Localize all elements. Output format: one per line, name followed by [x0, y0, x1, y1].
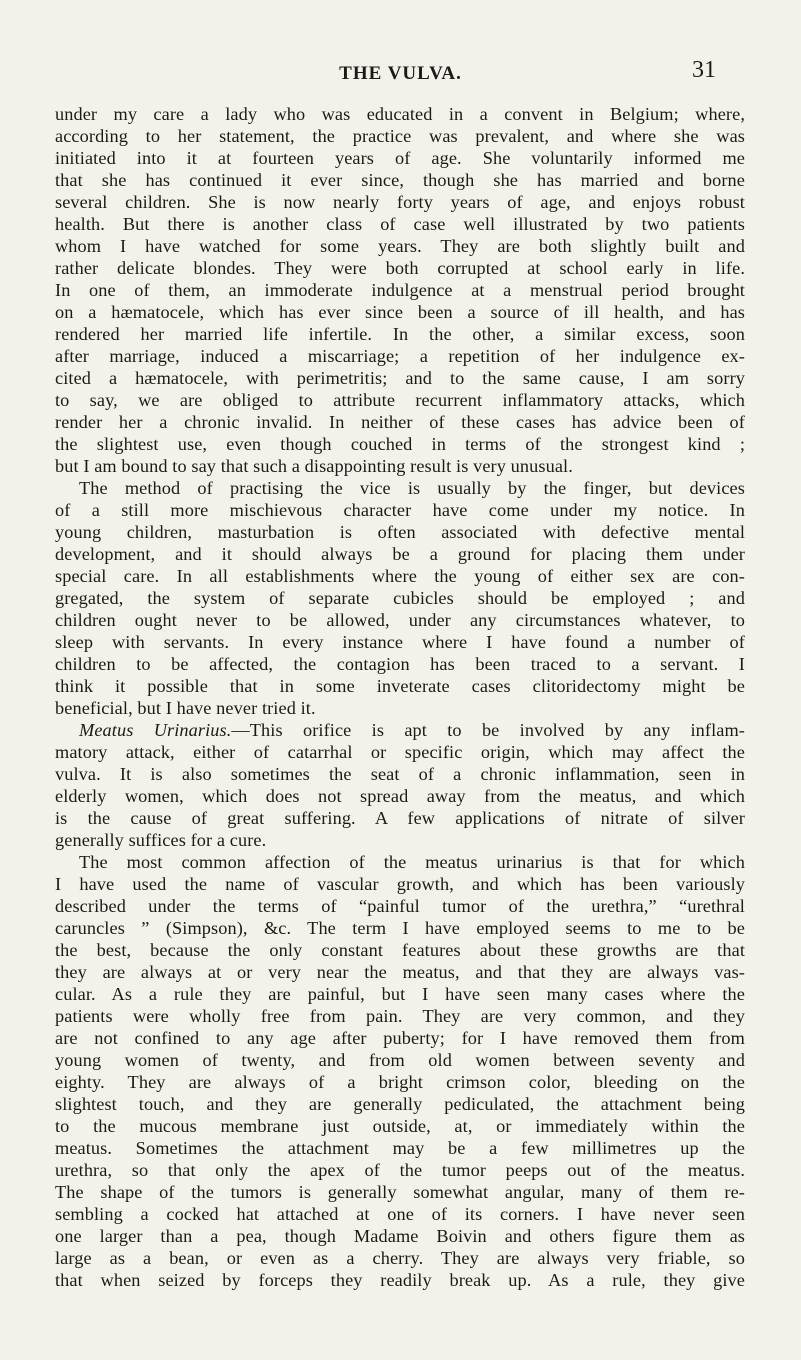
line-text: cited a hæmatocele, with perimetritis; and to the same cause, I am sorry [55, 368, 745, 388]
text-line [55, 367, 745, 389]
text-line [55, 939, 745, 961]
line-text: The shape of the tumors is generally somewhat angular, many of them re- [55, 1182, 745, 1202]
line-text: are not confined to any age after puberty; for I have removed them from [55, 1028, 745, 1048]
text-line [55, 1005, 745, 1027]
text-line [55, 433, 745, 455]
line-text: beneficial, but I have never tried it. [55, 698, 316, 718]
line-text: sembling a cocked hat attached at one of its corners. I have never seen [55, 1204, 745, 1224]
line-text: matory attack, either of catarrhal or specific origin, which may affect the [55, 742, 745, 762]
line-text: rendered her married life infertile. In the other, a similar excess, soon [55, 324, 745, 344]
text-line [55, 455, 745, 477]
text-line [55, 1071, 745, 1093]
text-line [55, 499, 745, 521]
line-text: eighty. They are always of a bright crimson color, bleeding on the [55, 1072, 745, 1092]
line-text: one larger than a pea, though Madame Boivin and others figure them as [55, 1226, 745, 1246]
line-text: that she has continued it ever since, though she has married and borne [55, 170, 745, 190]
section-heading: Meatus Urinarius. [79, 720, 232, 740]
text-line [55, 719, 745, 741]
text-line [55, 1269, 745, 1291]
text-line [55, 1181, 745, 1203]
text-line [55, 235, 745, 257]
page-number: 31 [692, 57, 716, 83]
text-line [55, 1093, 745, 1115]
line-text: described under the terms of “painful tumor of the urethra,” “urethral [55, 896, 745, 916]
text-line [55, 257, 745, 279]
line-text: In one of them, an immoderate indulgence at a menstrual period brought [55, 280, 745, 300]
text-line [55, 169, 745, 191]
text-line [55, 1115, 745, 1137]
text-line [55, 345, 745, 367]
line-text: think it possible that in some inveterate cases clitoridectomy might be [55, 676, 745, 696]
text-line [55, 191, 745, 213]
line-text: according to her statement, the practice was prevalent, and where she was [55, 126, 745, 146]
text-line [55, 323, 745, 345]
text-line [55, 301, 745, 323]
text-line [55, 543, 745, 565]
line-text: rather delicate blondes. They were both corrupted at school early in life. [55, 258, 745, 278]
line-text: cular. As a rule they are painful, but I have seen many cases where the [55, 984, 745, 1004]
line-text: to say, we are obliged to attribute recurrent inflammatory attacks, which [55, 390, 745, 410]
text-line [55, 147, 745, 169]
line-text: on a hæmatocele, which has ever since been a source of ill health, and has [55, 302, 745, 322]
text-line [55, 125, 745, 147]
line-text: is the cause of great suffering. A few applications of nitrate of silver [55, 808, 745, 828]
line-text: development, and it should always be a ground for placing them under [55, 544, 745, 564]
line-text: elderly women, which does not spread away from the meatus, and which [55, 786, 745, 806]
line-text: large as a bean, or even as a cherry. They are always very friable, so [55, 1248, 745, 1268]
line-text: but I am bound to say that such a disappointing result is very unusual. [55, 456, 573, 476]
text-line [55, 389, 745, 411]
line-text: young women of twenty, and from old women between seventy and [55, 1050, 745, 1070]
line-text: —This orifice is apt to be involved by any inflam- [231, 720, 745, 740]
line-text: children to be affected, the contagion has been traced to a servant. I [55, 654, 745, 674]
line-text: children ought never to be allowed, under any circumstances whatever, to [55, 610, 745, 630]
line-text: initiated into it at fourteen years of age. She voluntarily informed me [55, 148, 745, 168]
line-text: special care. In all establishments where the young of either sex are con- [55, 566, 745, 586]
body-text [55, 103, 745, 1291]
text-line [55, 983, 745, 1005]
text-line [55, 279, 745, 301]
line-text: The most common affection of the meatus urinarius is that for which [79, 852, 745, 872]
line-text: sleep with servants. In every instance where I have found a number of [55, 632, 745, 652]
text-line [55, 851, 745, 873]
line-text: meatus. Sometimes the attachment may be a few millimetres up the [55, 1138, 745, 1158]
line-text: urethra, so that only the apex of the tumor peeps out of the meatus. [55, 1160, 745, 1180]
text-line [55, 829, 745, 851]
line-text: slightest touch, and they are generally pediculated, the attachment being [55, 1094, 745, 1114]
text-line [55, 697, 745, 719]
line-text: I have used the name of vascular growth, and which has been variously [55, 874, 745, 894]
text-line [55, 675, 745, 697]
line-text: after marriage, induced a miscarriage; a repetition of her indulgence ex- [55, 346, 745, 366]
text-line [55, 521, 745, 543]
text-line [55, 1027, 745, 1049]
text-line [55, 741, 745, 763]
line-text: under my care a lady who was educated in a convent in Belgium; where, [55, 104, 745, 124]
text-line [55, 873, 745, 895]
line-text: whom I have watched for some years. They are both slightly built and [55, 236, 745, 256]
line-text: of a still more mischievous character have come under my notice. In [55, 500, 745, 520]
text-line [55, 785, 745, 807]
text-line [55, 631, 745, 653]
line-text: that when seized by forceps they readily break up. As a rule, they give [55, 1270, 745, 1290]
text-line [55, 895, 745, 917]
line-text: the best, because the only constant features about these growths are that [55, 940, 745, 960]
line-text: gregated, the system of separate cubicles should be employed ; and [55, 588, 745, 608]
text-line [55, 653, 745, 675]
line-text: vulva. It is also sometimes the seat of a chronic inflammation, seen in [55, 764, 745, 784]
line-text: caruncles ” (Simpson), &c. The term I have employed seems to me to be [55, 918, 745, 938]
line-text: health. But there is another class of case well illustrated by two patients [55, 214, 745, 234]
line-text: patients were wholly free from pain. They are very common, and they [55, 1006, 745, 1026]
text-line [55, 411, 745, 433]
text-line [55, 961, 745, 983]
text-line [55, 807, 745, 829]
line-text: the slightest use, even though couched in terms of the strongest kind ; [55, 434, 745, 454]
text-line [55, 213, 745, 235]
text-line [55, 609, 745, 631]
page-header [0, 57, 801, 91]
running-head: THE VULVA. [339, 63, 462, 84]
line-text: young children, masturbation is often associated with defective mental [55, 522, 745, 542]
line-text: render her a chronic invalid. In neither of these cases has advice been of [55, 412, 745, 432]
text-line [55, 587, 745, 609]
text-line [55, 1049, 745, 1071]
text-line [55, 1137, 745, 1159]
text-line [55, 565, 745, 587]
text-line [55, 1225, 745, 1247]
text-line [55, 1247, 745, 1269]
line-text: to the mucous membrane just outside, at, or immediately within the [55, 1116, 745, 1136]
line-text: generally suffices for a cure. [55, 830, 267, 850]
text-line [55, 103, 745, 125]
text-line [55, 1159, 745, 1181]
text-line [55, 917, 745, 939]
text-line [55, 763, 745, 785]
text-line [55, 1203, 745, 1225]
line-text: The method of practising the vice is usually by the finger, but devices [79, 478, 745, 498]
line-text: several children. She is now nearly forty years of age, and enjoys robust [55, 192, 745, 212]
line-text: they are always at or very near the meatus, and that they are always vas- [55, 962, 745, 982]
text-line [55, 477, 745, 499]
